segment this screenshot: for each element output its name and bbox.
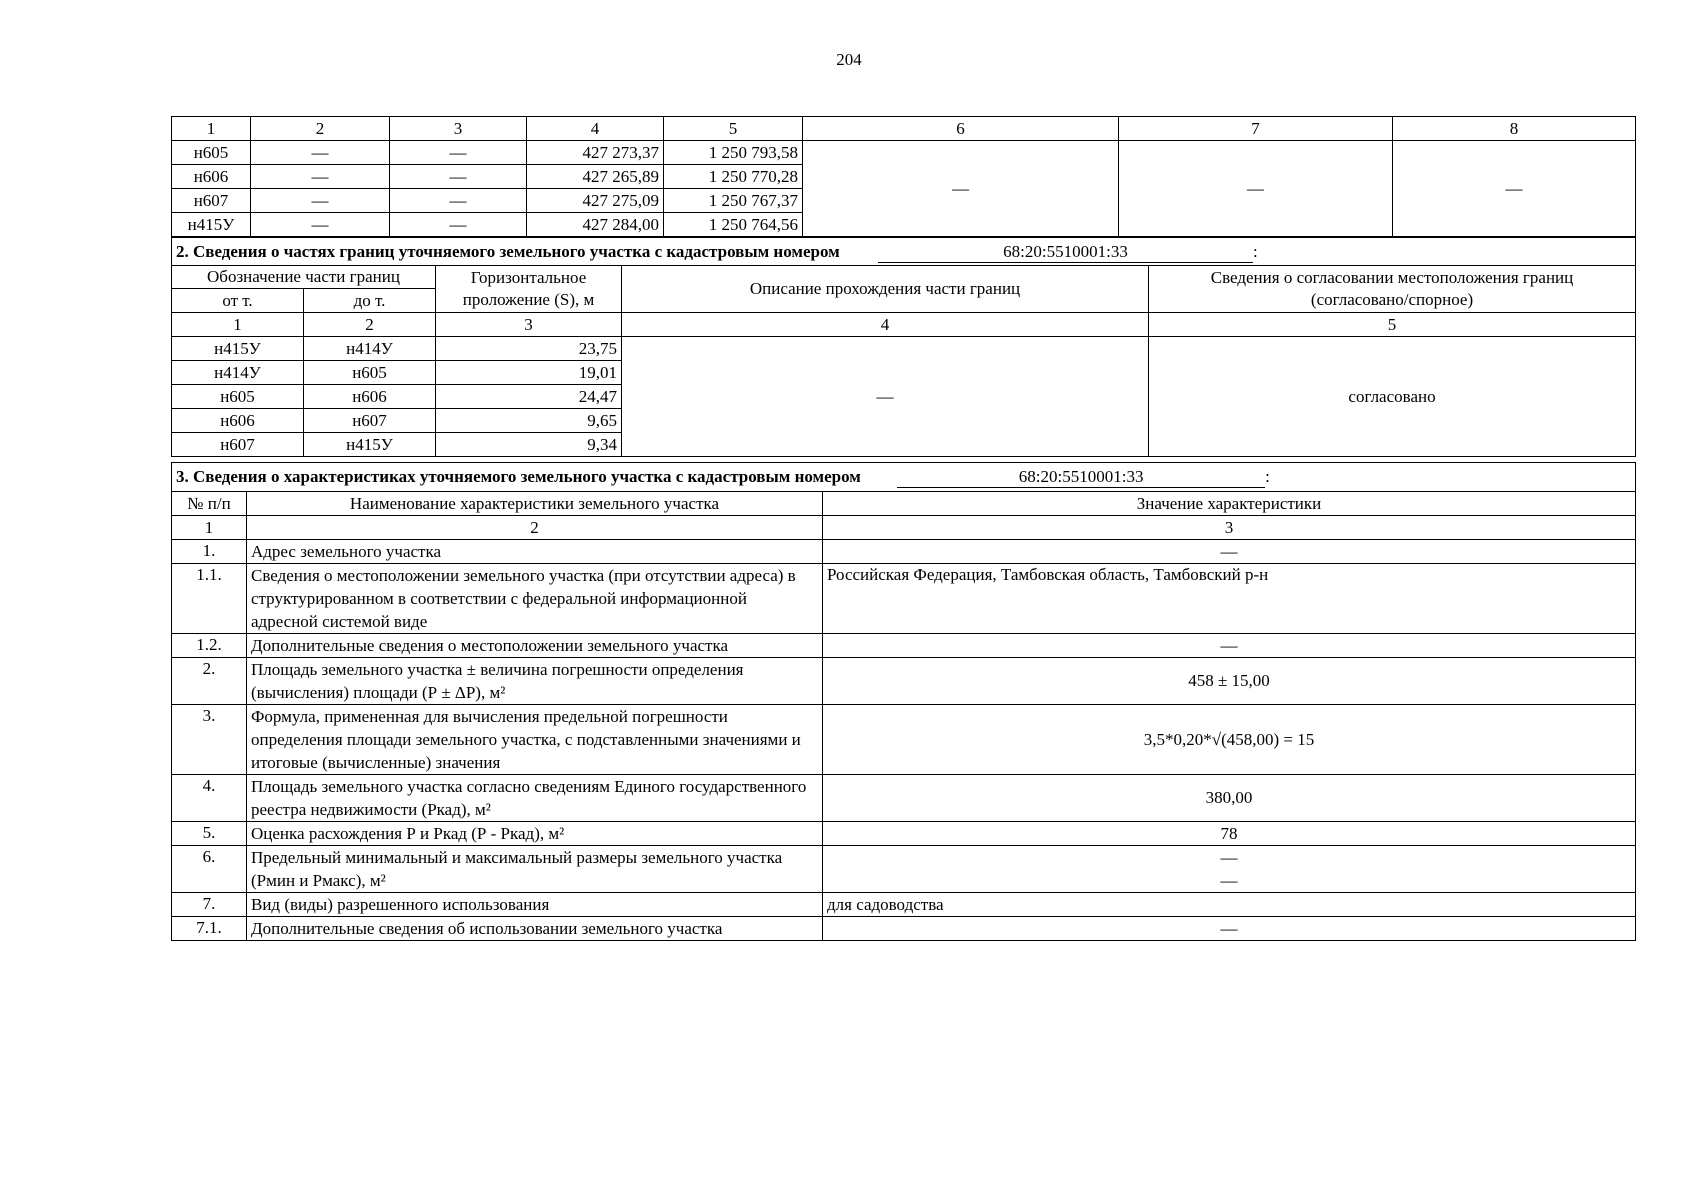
characteristic-name: Площадь земельного участка ± величина погрешности определения (вычисления) площади (Р ± ΔР), м² <box>247 658 823 705</box>
colon: : <box>1253 241 1258 261</box>
table-row <box>172 705 1636 775</box>
table-cell: — <box>390 189 527 213</box>
section-2-title <box>172 238 1636 266</box>
approval-header <box>1149 266 1636 313</box>
col-number: 7 <box>1119 117 1393 141</box>
row-number: 3. <box>172 705 247 775</box>
table-row <box>172 822 1636 846</box>
description-value: — <box>622 337 1149 457</box>
table-cell: — <box>390 213 527 237</box>
table-row <box>172 141 1636 165</box>
coord-y: 1 250 793,58 <box>664 141 803 165</box>
value-header: Значение характеристики <box>823 492 1636 516</box>
col-number: 2 <box>251 117 390 141</box>
point-name: н606 <box>172 165 251 189</box>
characteristic-name: Оценка расхождения Р и Ркад (Р - Ркад), м² <box>247 822 823 846</box>
col-number: 5 <box>664 117 803 141</box>
col-number: 1 <box>172 516 247 540</box>
characteristic-name: Формула, примененная для вычисления предельной погрешности определения площади земельного участка, с подставленными значениями и итоговые (вычисленные) значения <box>247 705 823 775</box>
characteristic-value: — <box>823 917 1636 941</box>
characteristic-name: Адрес земельного участка <box>247 540 823 564</box>
coord-y: 1 250 770,28 <box>664 165 803 189</box>
col-number: 3 <box>436 313 622 337</box>
coord-x: 427 284,00 <box>527 213 664 237</box>
col-number: 1 <box>172 117 251 141</box>
characteristic-name: Сведения о местоположении земельного участка (при отсутствии адреса) в структурированном в соответствии с федеральной информационной адресной системой виде <box>247 564 823 634</box>
row-number: 7. <box>172 893 247 917</box>
characteristic-value: 380,00 <box>823 775 1636 822</box>
to-point: н414У <box>304 337 436 361</box>
table-cell: — <box>251 189 390 213</box>
characteristic-name: Вид (виды) разрешенного использования <box>247 893 823 917</box>
max-size-value: — <box>1220 871 1238 890</box>
characteristic-value <box>823 846 1636 893</box>
point-name: н607 <box>172 189 251 213</box>
col-number: 3 <box>390 117 527 141</box>
characteristic-value: для садоводства <box>823 893 1636 917</box>
horizontal-distance: 19,01 <box>436 361 622 385</box>
merged-cell: — <box>1119 141 1393 237</box>
characteristic-value: Российская Федерация, Тамбовская область, Тамбовский р-н <box>823 564 1636 634</box>
from-point: н605 <box>172 385 304 409</box>
from-header: от т. <box>172 289 304 313</box>
horizontal-distance: 9,34 <box>436 433 622 457</box>
table-row <box>172 658 1636 705</box>
section-title-row <box>172 463 1636 492</box>
to-point: н607 <box>304 409 436 433</box>
header-row <box>172 266 1636 289</box>
row-number: 1.1. <box>172 564 247 634</box>
col-number: 2 <box>247 516 823 540</box>
from-point: н414У <box>172 361 304 385</box>
to-point: н415У <box>304 433 436 457</box>
boundary-parts-table <box>171 237 1636 457</box>
row-number: 2. <box>172 658 247 705</box>
to-point: н606 <box>304 385 436 409</box>
from-point: н415У <box>172 337 304 361</box>
col-number: 6 <box>803 117 1119 141</box>
col-number: 4 <box>527 117 664 141</box>
table-cell: — <box>251 165 390 189</box>
coord-x: 427 273,37 <box>527 141 664 165</box>
to-point: н605 <box>304 361 436 385</box>
point-name: н605 <box>172 141 251 165</box>
colon: : <box>1265 467 1270 486</box>
name-header: Наименование характеристики земельного участка <box>247 492 823 516</box>
column-number-row <box>172 516 1636 540</box>
table-row <box>172 540 1636 564</box>
column-number-row <box>172 313 1636 337</box>
to-header: до т. <box>304 289 436 313</box>
section-title-row <box>172 238 1636 266</box>
horizontal-distance: 24,47 <box>436 385 622 409</box>
col-number: 5 <box>1149 313 1636 337</box>
table-cell: — <box>251 213 390 237</box>
table-cell: — <box>251 141 390 165</box>
approval-value: согласовано <box>1149 337 1636 457</box>
description-header: Описание прохождения части границ <box>622 266 1149 313</box>
characteristic-name: Предельный минимальный и максимальный размеры земельного участка (Рмин и Рмакс), м² <box>247 846 823 893</box>
point-name: н415У <box>172 213 251 237</box>
col-number: 8 <box>1393 117 1636 141</box>
row-number: 1. <box>172 540 247 564</box>
row-number: 1.2. <box>172 634 247 658</box>
row-number: 5. <box>172 822 247 846</box>
table-row <box>172 893 1636 917</box>
from-point: н606 <box>172 409 304 433</box>
col-number: 3 <box>823 516 1636 540</box>
characteristic-name: Дополнительные сведения о местоположении земельного участка <box>247 634 823 658</box>
header-row <box>172 492 1636 516</box>
coord-x: 427 275,09 <box>527 189 664 213</box>
cadastral-number: 68:20:5510001:33 <box>897 467 1265 488</box>
table-row <box>172 337 1636 361</box>
col-number: 4 <box>622 313 1149 337</box>
row-number: 6. <box>172 846 247 893</box>
characteristic-value: 3,5*0,20*√(458,00) = 15 <box>823 705 1636 775</box>
part-designation-header: Обозначение части границ <box>172 266 436 289</box>
characteristic-value: — <box>823 634 1636 658</box>
table-row <box>172 775 1636 822</box>
page-number: 204 <box>836 50 862 69</box>
coordinates-table <box>171 116 1636 237</box>
row-number: 4. <box>172 775 247 822</box>
horizontal-distance: 23,75 <box>436 337 622 361</box>
table-cell: — <box>390 141 527 165</box>
approval-header-line1: Сведения о согласовании местоположения границ <box>1210 268 1574 287</box>
coord-y: 1 250 767,37 <box>664 189 803 213</box>
characteristic-name: Дополнительные сведения об использовании земельного участка <box>247 917 823 941</box>
coord-y: 1 250 764,56 <box>664 213 803 237</box>
from-point: н607 <box>172 433 304 457</box>
characteristic-value: 458 ± 15,00 <box>823 658 1636 705</box>
horizontal-distance: 9,65 <box>436 409 622 433</box>
characteristics-table <box>171 462 1636 941</box>
table-row <box>172 634 1636 658</box>
section-3-title <box>172 463 1636 492</box>
min-size-value: — <box>1220 848 1238 867</box>
coord-x: 427 265,89 <box>527 165 664 189</box>
merged-cell: — <box>1393 141 1636 237</box>
approval-header-line2: (согласовано/спорное) <box>1310 290 1474 309</box>
characteristic-name: Площадь земельного участка согласно сведениям Единого государственного реестра недвижимости (Ркад), м² <box>247 775 823 822</box>
merged-cell: — <box>803 141 1119 237</box>
horizontal-header <box>436 266 622 313</box>
num-header: № п/п <box>172 492 247 516</box>
column-number-row <box>172 117 1636 141</box>
horizontal-header-line1: Горизонтальное <box>470 268 587 287</box>
col-number: 2 <box>304 313 436 337</box>
horizontal-header-line2: проложение (S), м <box>462 290 595 309</box>
table-cell: — <box>390 165 527 189</box>
col-number: 1 <box>172 313 304 337</box>
table-row <box>172 917 1636 941</box>
table-row <box>172 846 1636 893</box>
characteristic-value: — <box>823 540 1636 564</box>
section-2-title-text: 2. Сведения о частях границ уточняемого земельного участка с кадастровым номером <box>176 241 840 261</box>
cadastral-number: 68:20:5510001:33 <box>878 242 1253 263</box>
table-row <box>172 564 1636 634</box>
row-number: 7.1. <box>172 917 247 941</box>
characteristic-value: 78 <box>823 822 1636 846</box>
section-3-title-text: 3. Сведения о характеристиках уточняемого земельного участка с кадастровым номером <box>176 467 861 486</box>
